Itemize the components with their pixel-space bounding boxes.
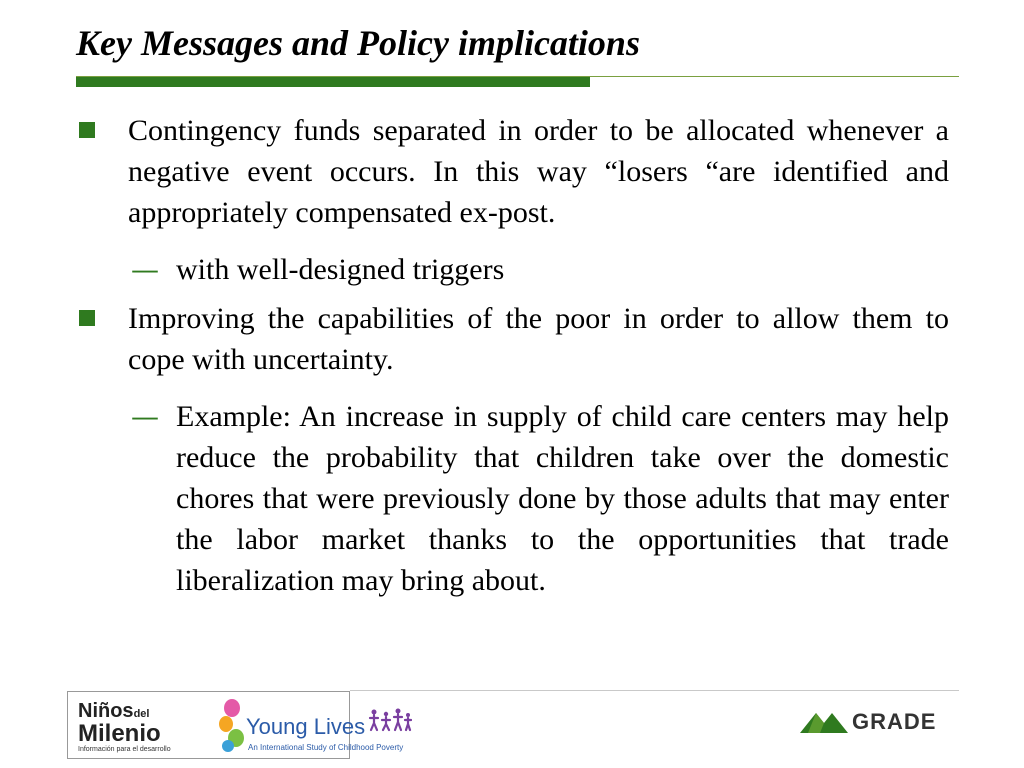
ninos-del-milenio-young-lives-logo <box>67 691 404 759</box>
bullet-1-text: Contingency funds separated in order to be allocated whenever a negative event occurs. In this way “losers “are identified and appropriately compensated ex-post. <box>128 114 949 229</box>
handprints-icon <box>216 698 248 754</box>
dash-bullet-icon: — <box>131 253 159 286</box>
dash-bullet-icon: — <box>131 400 159 433</box>
young-lives-title: Young Lives <box>246 714 366 739</box>
bullet-2-sub-1-text: Example: An increase in supply of child care centers may help reduce the probability that children take over the domestic chores that were previously done by those adults that may enter the labor market thanks to the opportunities that trade liberalization may bring about. <box>176 400 949 597</box>
young-lives-subtitle: An International Study of Childhood Poverty <box>248 743 404 752</box>
bullet-1-sub-1 <box>76 249 949 290</box>
bullet-1-sub-1-text: with well-designed triggers <box>176 253 505 286</box>
logo-ninos-text: Niñosdel <box>78 700 150 722</box>
square-bullet-icon <box>79 310 95 326</box>
grade-mountain-icon <box>800 709 852 735</box>
footer-divider <box>350 690 959 691</box>
bullet-2 <box>76 298 949 380</box>
slide-body <box>76 110 949 609</box>
bullet-2-sub-1 <box>76 396 949 601</box>
grade-text: GRADE <box>852 709 937 734</box>
logo-milenio-text: Milenio <box>78 720 161 747</box>
grade-logo <box>800 707 960 737</box>
slide-title: Key Messages and Policy implications <box>76 23 640 63</box>
bullet-2-text: Improving the capabilities of the poor in order to allow them to cope with uncertainty. <box>128 302 949 376</box>
people-figures-icon <box>368 708 412 732</box>
bullet-1 <box>76 110 949 233</box>
title-underline-bar <box>76 77 590 87</box>
square-bullet-icon <box>79 122 95 138</box>
logo-subtitle: Información para el desarrollo <box>78 746 171 753</box>
